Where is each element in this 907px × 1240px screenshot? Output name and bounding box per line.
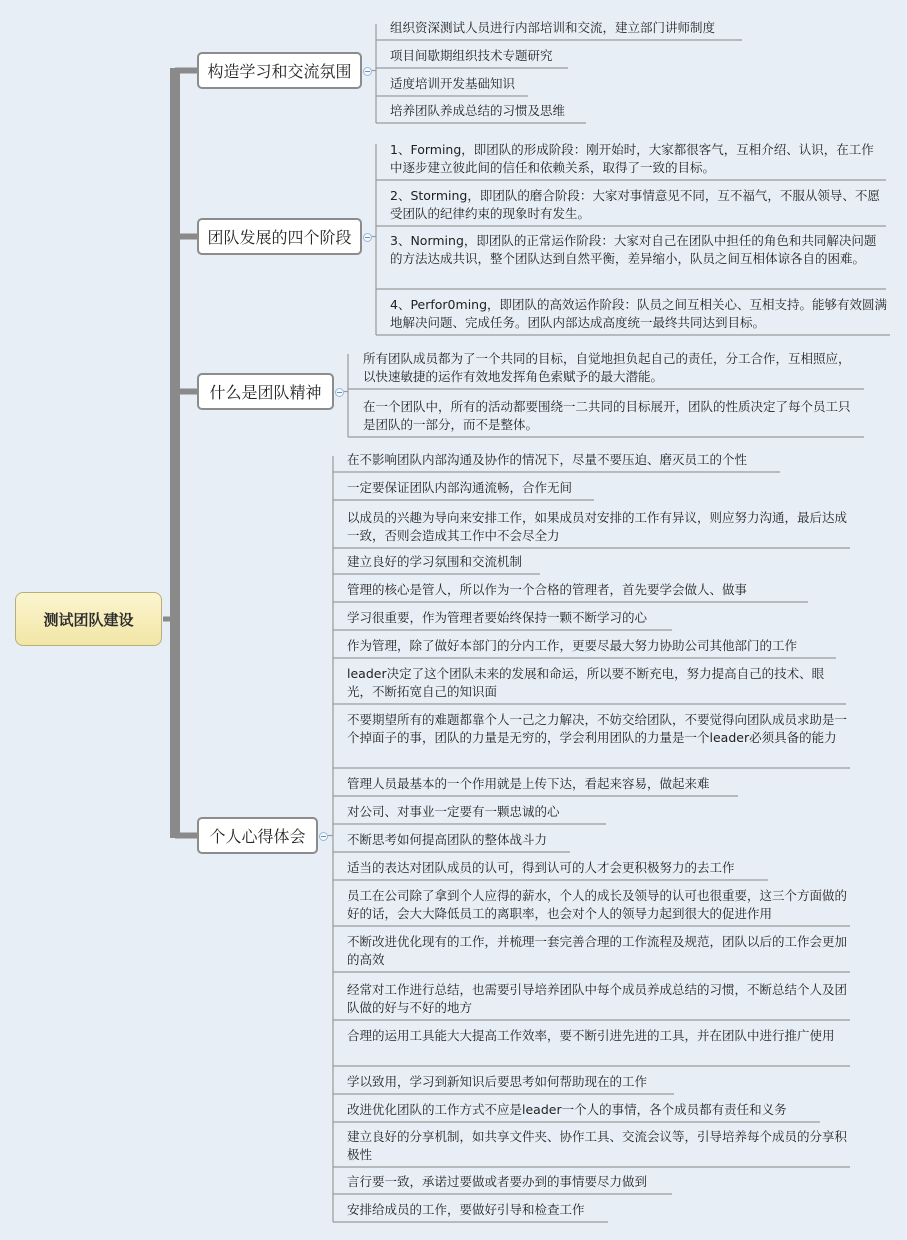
collapse-toggle-icon[interactable] xyxy=(363,233,372,242)
leaf-topic[interactable]: 改进优化团队的工作方式不应是leader一个人的事情，各个成员都有责任和义务 xyxy=(347,1102,787,1117)
leaf-topic[interactable]: 经常对工作进行总结，也需要引导培养团队中每个成员养成总结的习惯，不断总结个人及团队做的好与不好的地方 xyxy=(347,982,848,1015)
leaf-topic[interactable]: 以成员的兴趣为导向来安排工作，如果成员对安排的工作有异议，则应努力沟通，最后达成一致，否则会造成其工作中不会尽全力 xyxy=(347,510,848,543)
leaf-topic[interactable]: 学以致用，学习到新知识后要思考如何帮助现在的工作 xyxy=(347,1074,648,1089)
leaf-topic[interactable]: 适当的表达对团队成员的认可，得到认可的人才会更积极努力的去工作 xyxy=(347,860,735,875)
leaf-topic[interactable]: 不要期望所有的难题都靠个人一己之力解决，不妨交给团队，不要觉得向团队成员求助是一个掉面子的事，团队的力量是无穷的，学会利用团队的力量是一个leader必须具备的能力 xyxy=(347,712,848,745)
leaf-topic[interactable]: 一定要保证团队内部沟通流畅，合作无间 xyxy=(347,480,573,495)
leaf-topic[interactable]: 对公司、对事业一定要有一颗忠诚的心 xyxy=(347,804,560,819)
leaf-topic[interactable]: 在一个团队中，所有的活动都要围绕一二共同的目标展开，团队的性质决定了每个员工只是团队的一部分，而不是整体。 xyxy=(363,399,851,432)
leaf-topic[interactable]: 所有团队成员都为了一个共同的目标，自觉地担负起自己的责任，分工合作，互相照应，以快速敏捷的运作有效地发挥角色索赋予的最大潜能。 xyxy=(363,351,851,384)
branch-label: 团队发展的四个阶段 xyxy=(207,228,352,247)
leaf-topic[interactable]: 2、Storming，即团队的磨合阶段：大家对事情意见不同，互不福气，不服从领导、不愿受团队的纪律约束的现象时有发生。 xyxy=(390,188,880,221)
branch-learning-atmosphere[interactable] xyxy=(197,52,362,89)
branch-label: 个人心得体会 xyxy=(209,827,306,846)
branch-label: 什么是团队精神 xyxy=(209,383,322,402)
leaf-topic[interactable]: 4、Perfor0ming，即团队的高效运作阶段：队员之间互相关心、互相支持。能够有效圆满地解决问题、完成任务。团队内部达成高度统一最终共同达到目标。 xyxy=(390,297,888,330)
leaf-topic[interactable]: 员工在公司除了拿到个人应得的薪水，个人的成长及领导的认可也很重要，这三个方面做的好的话，会大大降低员工的离职率，也会对个人的领导力起到很大的促进作用 xyxy=(347,888,848,921)
leaf-topic[interactable]: 在不影响团队内部沟通及协作的情况下，尽量不要压迫、磨灭员工的个性 xyxy=(347,452,748,467)
leaf-topic[interactable]: 1、Forming，即团队的形成阶段：刚开始时，大家都很客气，互相介绍、认识，在工作中逐步建立彼此间的信任和依赖关系，取得了一致的目标。 xyxy=(390,142,874,175)
leaf-topic[interactable]: 管理人员最基本的一个作用就是上传下达，看起来容易，做起来难 xyxy=(347,776,710,791)
leaf-topic[interactable]: 组织资深测试人员进行内部培训和交流，建立部门讲师制度 xyxy=(390,20,716,35)
collapse-toggle-icon[interactable] xyxy=(335,388,344,397)
leaf-topic[interactable]: 3、Norming，即团队的正常运作阶段：大家对自己在团队中担任的角色和共同解决问题的方法达成共识，整个团队达到自然平衡，差异缩小，队员之间互相体谅各自的困难。 xyxy=(390,233,877,266)
root-topic[interactable] xyxy=(15,592,162,646)
leaf-topic[interactable]: 安排给成员的工作，要做好引导和检查工作 xyxy=(347,1202,585,1217)
leaf-topic[interactable]: 言行要一致，承诺过要做或者要办到的事情要尽力做到 xyxy=(347,1174,648,1189)
branch-label: 构造学习和交流氛围 xyxy=(207,62,352,81)
leaf-topic[interactable]: 作为管理，除了做好本部门的分内工作，更要尽最大努力协助公司其他部门的工作 xyxy=(347,638,798,653)
leaf-topic[interactable]: 管理的核心是管人，所以作为一个合格的管理者，首先要学会做人、做事 xyxy=(347,582,748,597)
leaf-topic[interactable]: 建立良好的分享机制，如共享文件夹、协作工具、交流会议等，引导培养每个成员的分享积极性 xyxy=(347,1129,848,1162)
leaf-topic[interactable]: 项目间歇期组织技术专题研究 xyxy=(390,48,553,63)
leaf-topic[interactable]: 不断思考如何提高团队的整体战斗力 xyxy=(347,832,548,847)
root-topic-label: 测试团队建设 xyxy=(43,610,134,629)
branch-team-stages[interactable] xyxy=(197,218,362,255)
leaf-topic[interactable]: 适度培训开发基础知识 xyxy=(390,76,516,91)
collapse-toggle-icon[interactable] xyxy=(363,67,372,76)
leaf-topic[interactable]: 不断改进优化现有的工作，并梳理一套完善合理的工作流程及规范，团队以后的工作会更加的高效 xyxy=(347,934,848,967)
collapse-toggle-icon[interactable] xyxy=(319,832,328,841)
leaf-topic[interactable]: 建立良好的学习氛围和交流机制 xyxy=(347,554,523,569)
branch-team-spirit[interactable] xyxy=(197,373,334,410)
leaf-topic[interactable]: 合理的运用工具能大大提高工作效率，要不断引进先进的工具，并在团队中进行推广使用 xyxy=(347,1028,835,1043)
leaf-topic[interactable]: leader决定了这个团队未来的发展和命运，所以要不断充电，努力提高自己的技术、眼光，不断拓宽自己的知识面 xyxy=(347,666,825,699)
leaf-topic[interactable]: 学习很重要，作为管理者要始终保持一颗不断学习的心 xyxy=(347,610,648,625)
leaf-topic[interactable]: 培养团队养成总结的习惯及思维 xyxy=(390,103,566,118)
branch-personal-insights[interactable] xyxy=(197,817,318,854)
